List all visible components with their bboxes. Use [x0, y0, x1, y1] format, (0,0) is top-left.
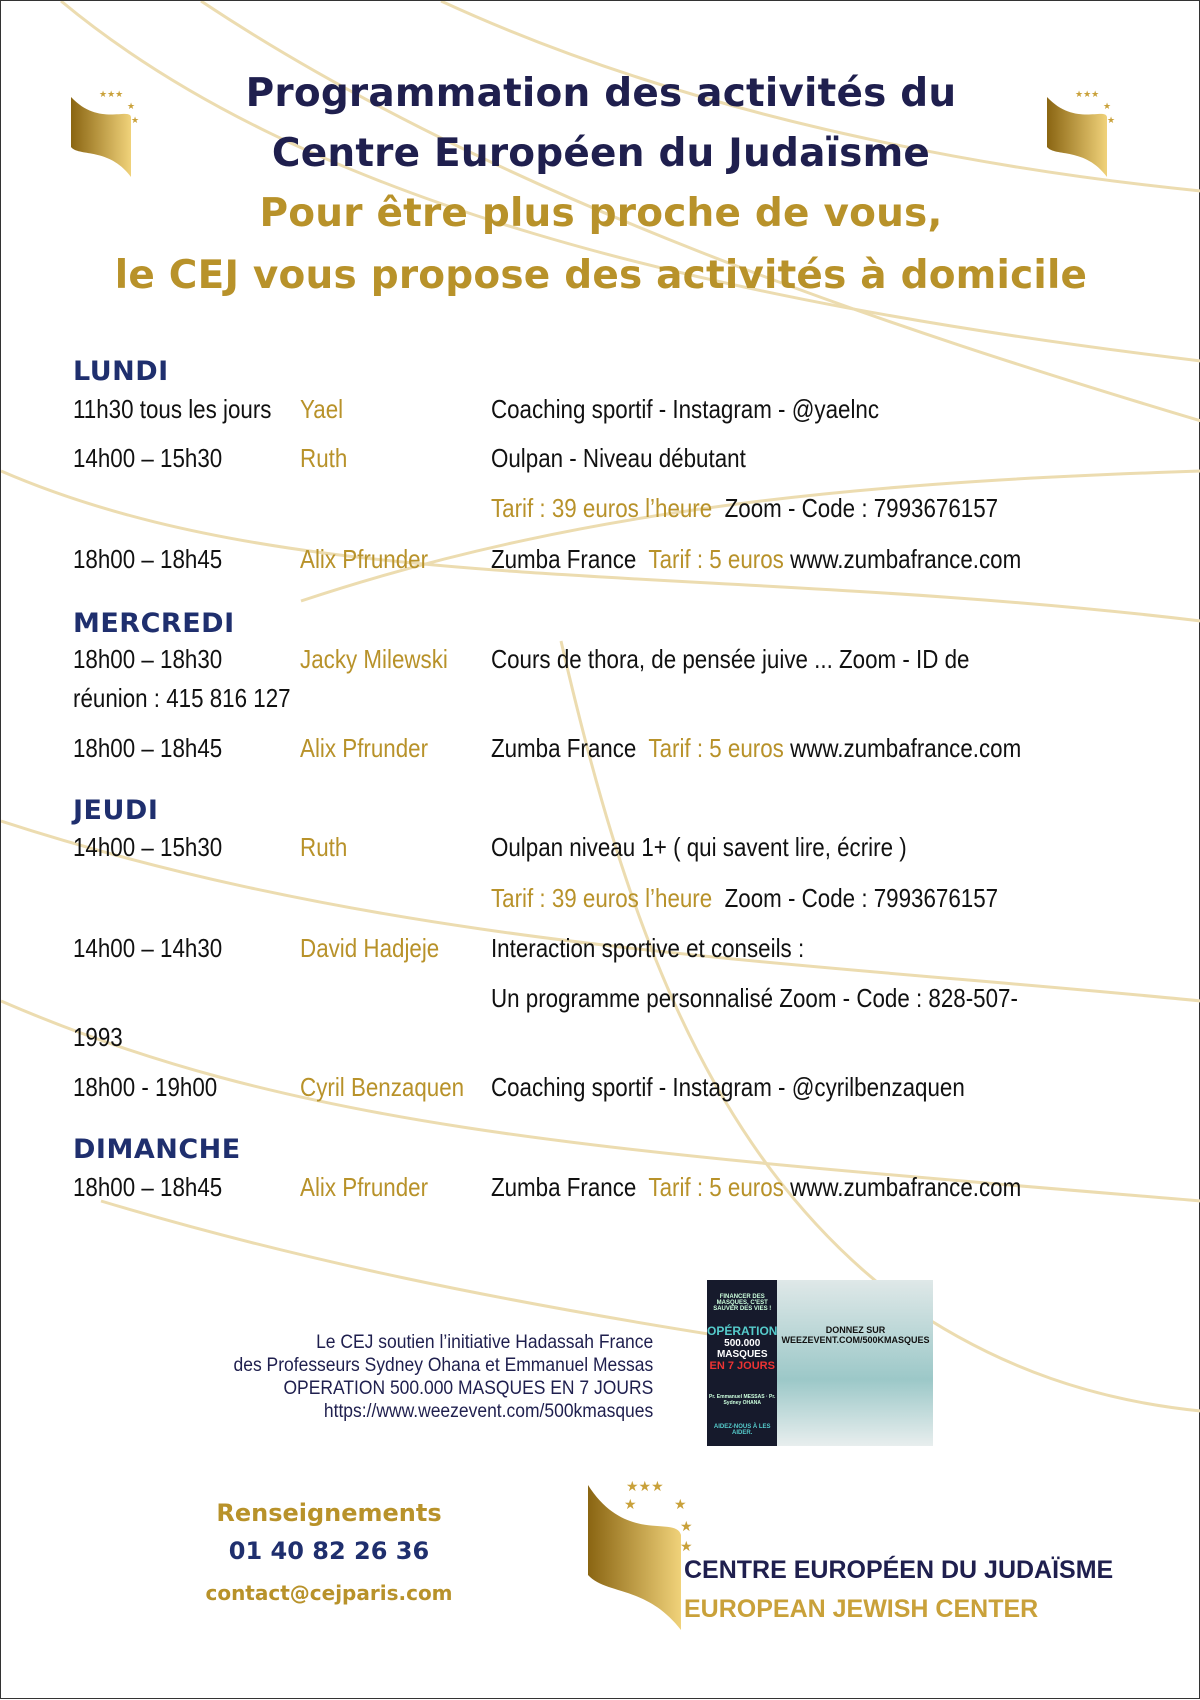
poster-text: AIDEZ-NOUS À LES AIDER.: [713, 1424, 771, 1436]
time: 14h00 – 15h30: [73, 443, 223, 473]
title-line-1: Programmation des activités du: [245, 71, 957, 116]
title-line-2: Centre Européen du Judaïsme: [271, 131, 931, 176]
day-heading: JEUDI: [73, 795, 159, 826]
tarif: Tarif : 5 euros: [648, 544, 784, 574]
instructor: David Hadjeje: [300, 933, 440, 963]
contact-phone[interactable]: 01 40 82 26 36: [228, 1537, 430, 1565]
poster-text: DONNEZ SUR WEEZEVENT.COM/500KMASQUES: [781, 1325, 930, 1345]
tarif: Tarif : 39 euros l’heure: [490, 883, 713, 913]
time: 18h00 – 18h30: [73, 644, 223, 674]
support-line: Le CEJ soutien l’initiative Hadassah France: [315, 1332, 653, 1353]
poster-text: OPÉRATION: [707, 1324, 778, 1338]
instructor: Yael: [300, 394, 344, 424]
svg-text:★: ★: [680, 1538, 693, 1554]
activity: Oulpan - Niveau débutant: [490, 443, 746, 473]
day-heading: DIMANCHE: [73, 1134, 241, 1165]
activity: Interaction sportive et conseils :: [490, 933, 805, 963]
support-line: OPERATION 500.000 MASQUES EN 7 JOURS: [283, 1378, 653, 1399]
time: 14h00 – 14h30: [73, 933, 223, 963]
support-link[interactable]: https://www.weezevent.com/500kmasques: [323, 1401, 653, 1422]
time: 18h00 - 19h00: [73, 1072, 218, 1102]
schedule-row-continuation: réunion : 415 816 127: [73, 683, 291, 713]
instructor: Jacky Milewski: [300, 644, 448, 674]
website-link[interactable]: www.zumbafrance.com: [790, 1172, 1022, 1202]
tarif: Tarif : 5 euros: [648, 1172, 784, 1202]
time: 18h00 – 18h45: [73, 1172, 223, 1202]
activity: Zumba France: [490, 544, 637, 574]
time: 18h00 – 18h45: [73, 544, 223, 574]
poster-text: EN 7 JOURS: [709, 1360, 775, 1372]
time: 14h00 – 15h30: [73, 832, 223, 862]
support-line: des Professeurs Sydney Ohana et Emmanuel Messas: [233, 1355, 653, 1376]
hadassah-support-text: [233, 1331, 653, 1423]
instructor: Alix Pfrunder: [300, 733, 429, 763]
activity: Un programme personnalisé Zoom - Code : 828-507-: [490, 983, 1018, 1013]
svg-text:★: ★: [1107, 115, 1116, 125]
website-link[interactable]: www.zumbafrance.com: [790, 544, 1022, 574]
instructor: Alix Pfrunder: [300, 1172, 429, 1202]
tarif: Tarif : 5 euros: [648, 733, 784, 763]
schedule-row-continuation: 1993: [73, 1022, 123, 1052]
instructor: Ruth: [300, 443, 348, 473]
svg-text:★★★: ★★★: [1075, 89, 1100, 99]
svg-text:★: ★: [127, 101, 136, 111]
activity: Cours de thora, de pensée juive ... Zoom - ID de: [490, 644, 970, 674]
poster-text: FINANCER DES MASQUES, C'EST SAUVER DES VIES !: [713, 1294, 772, 1312]
svg-text:★: ★: [131, 115, 140, 125]
instructor: Alix Pfrunder: [300, 544, 429, 574]
svg-text:★: ★: [674, 1496, 687, 1512]
activity: Coaching sportif - Instagram - @cyrilbenzaquen: [490, 1072, 965, 1102]
activity: Zoom - Code : 7993676157: [724, 883, 999, 913]
day-heading: MERCREDI: [73, 608, 235, 639]
instructor: Cyril Benzaquen: [300, 1072, 465, 1102]
tarif: Tarif : 39 euros l’heure: [490, 493, 713, 523]
time: 11h30 tous les jours: [73, 394, 272, 424]
activity: Zumba France: [490, 1172, 637, 1202]
activity: Zumba France: [490, 733, 637, 763]
svg-text:★: ★: [624, 1496, 637, 1512]
activity: Zoom - Code : 7993676157: [724, 493, 999, 523]
activity: Oulpan niveau 1+ ( qui savent lire, écrire ): [490, 832, 907, 862]
masques-poster-image: [707, 1280, 930, 1446]
svg-text:★: ★: [680, 1518, 693, 1534]
time: 18h00 – 18h45: [73, 733, 223, 763]
svg-text:★★★: ★★★: [99, 89, 124, 99]
svg-text:★★★: ★★★: [626, 1478, 664, 1494]
subtitle-line-2: le CEJ vous propose des activités à domicile: [114, 253, 1088, 298]
contact-label: Renseignements: [216, 1499, 442, 1527]
activity: Coaching sportif - Instagram - @yaelnc: [490, 394, 880, 424]
day-heading: LUNDI: [73, 356, 169, 387]
svg-text:★: ★: [1103, 101, 1112, 111]
poster-text: 500.000 MASQUES: [716, 1338, 768, 1360]
website-link[interactable]: www.zumbafrance.com: [790, 733, 1022, 763]
poster-text: Pr. Emmanuel MESSAS · Pr. Sydney OHANA: [709, 1394, 776, 1406]
instructor: Ruth: [300, 832, 348, 862]
subtitle-line-1: Pour être plus proche de vous,: [259, 191, 943, 236]
logo-text-en: EUROPEAN JEWISH CENTER: [684, 1595, 1039, 1623]
contact-email[interactable]: contact@cejparis.com: [205, 1581, 453, 1605]
logo-text-fr: CENTRE EUROPÉEN DU JUDAÏSME: [684, 1556, 1114, 1584]
